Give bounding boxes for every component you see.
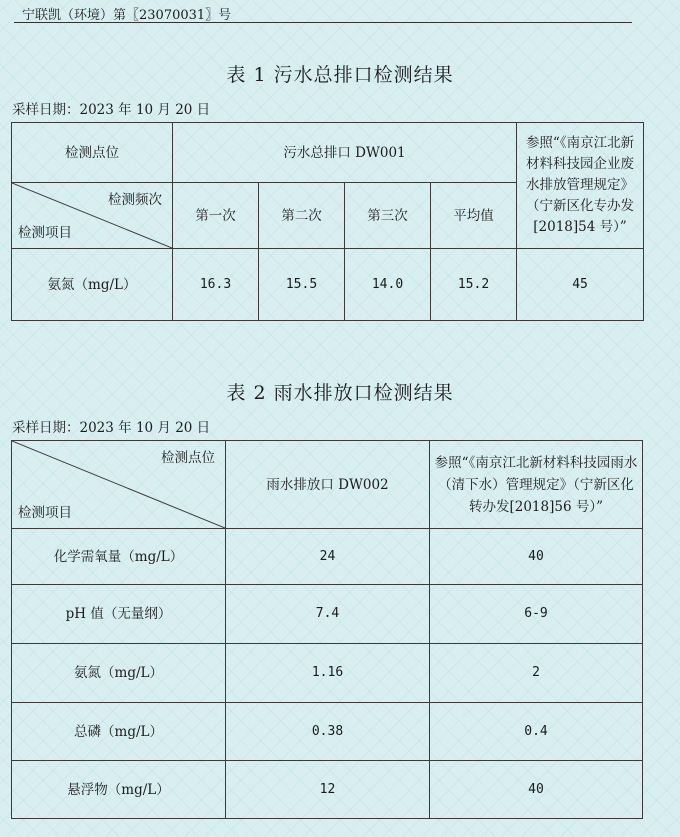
value-cell: 15.5 <box>259 249 345 321</box>
standard-cell: 0.4 <box>430 703 643 761</box>
standard-cell: 45 <box>517 249 644 321</box>
header-divider <box>14 22 632 23</box>
item-label: 总磷（mg/L） <box>12 703 226 761</box>
table2 <box>11 440 643 819</box>
value-cell: 16.3 <box>173 249 259 321</box>
item-label: 悬浮物（mg/L） <box>12 761 226 819</box>
value-cell: 0.38 <box>226 703 430 761</box>
freq-header: 第一次 <box>173 183 259 249</box>
standard-cell: 40 <box>430 761 643 819</box>
value-cell: 14.0 <box>345 249 431 321</box>
table-row <box>12 585 643 644</box>
item-label: 氨氮（mg/L） <box>12 249 173 321</box>
freq-header: 第三次 <box>345 183 431 249</box>
table-row <box>12 644 643 703</box>
standard-cell: 6-9 <box>430 585 643 644</box>
diag-top-label: 检测点位 <box>161 450 215 466</box>
point-name-header: 污水总排口 DW001 <box>173 123 517 183</box>
table1 <box>11 122 644 321</box>
value-cell: 7.4 <box>226 585 430 644</box>
freq-header: 第二次 <box>259 183 345 249</box>
standard-cell: 2 <box>430 644 643 703</box>
value-cell: 15.2 <box>431 249 517 321</box>
table-row <box>12 703 643 761</box>
standard-header: 参照“《南京江北新材料科技园企业废水排放管理规定》（宁新区化专办发[2018]54 号）” <box>517 123 644 249</box>
item-label: 化学需氧量（mg/L） <box>12 529 226 585</box>
table-row <box>12 761 643 819</box>
item-label: pH 值（无量纲） <box>12 585 226 644</box>
table1-sampling-date: 采样日期：2023 年 10 月 20 日 <box>12 102 211 118</box>
document-number: 宁联凯（环境）第〖23070031〗号 <box>22 8 232 23</box>
diag-bottom-label: 检测项目 <box>18 225 72 241</box>
diagonal-header-cell <box>12 183 173 249</box>
diag-bottom-label: 检测项目 <box>18 505 72 521</box>
table1-title: 表 1 污水总排口检测结果 <box>226 64 454 86</box>
table-row <box>12 529 643 585</box>
point-name-header: 雨水排放口 DW002 <box>226 441 430 529</box>
item-label: 氨氮（mg/L） <box>12 644 226 703</box>
table2-sampling-date: 采样日期：2023 年 10 月 20 日 <box>12 420 211 436</box>
diagonal-header-cell <box>12 441 226 529</box>
table2-title: 表 2 雨水排放口检测结果 <box>226 382 454 404</box>
freq-header: 平均值 <box>431 183 517 249</box>
table-row <box>12 249 644 321</box>
standard-header: 参照“《南京江北新材料科技园雨水（清下水）管理规定》（宁新区化转办发[2018]56 号）” <box>430 441 643 529</box>
value-cell: 24 <box>226 529 430 585</box>
value-cell: 1.16 <box>226 644 430 703</box>
value-cell: 12 <box>226 761 430 819</box>
col-point-header: 检测点位 <box>12 123 173 183</box>
standard-cell: 40 <box>430 529 643 585</box>
diag-top-label: 检测频次 <box>108 192 162 208</box>
